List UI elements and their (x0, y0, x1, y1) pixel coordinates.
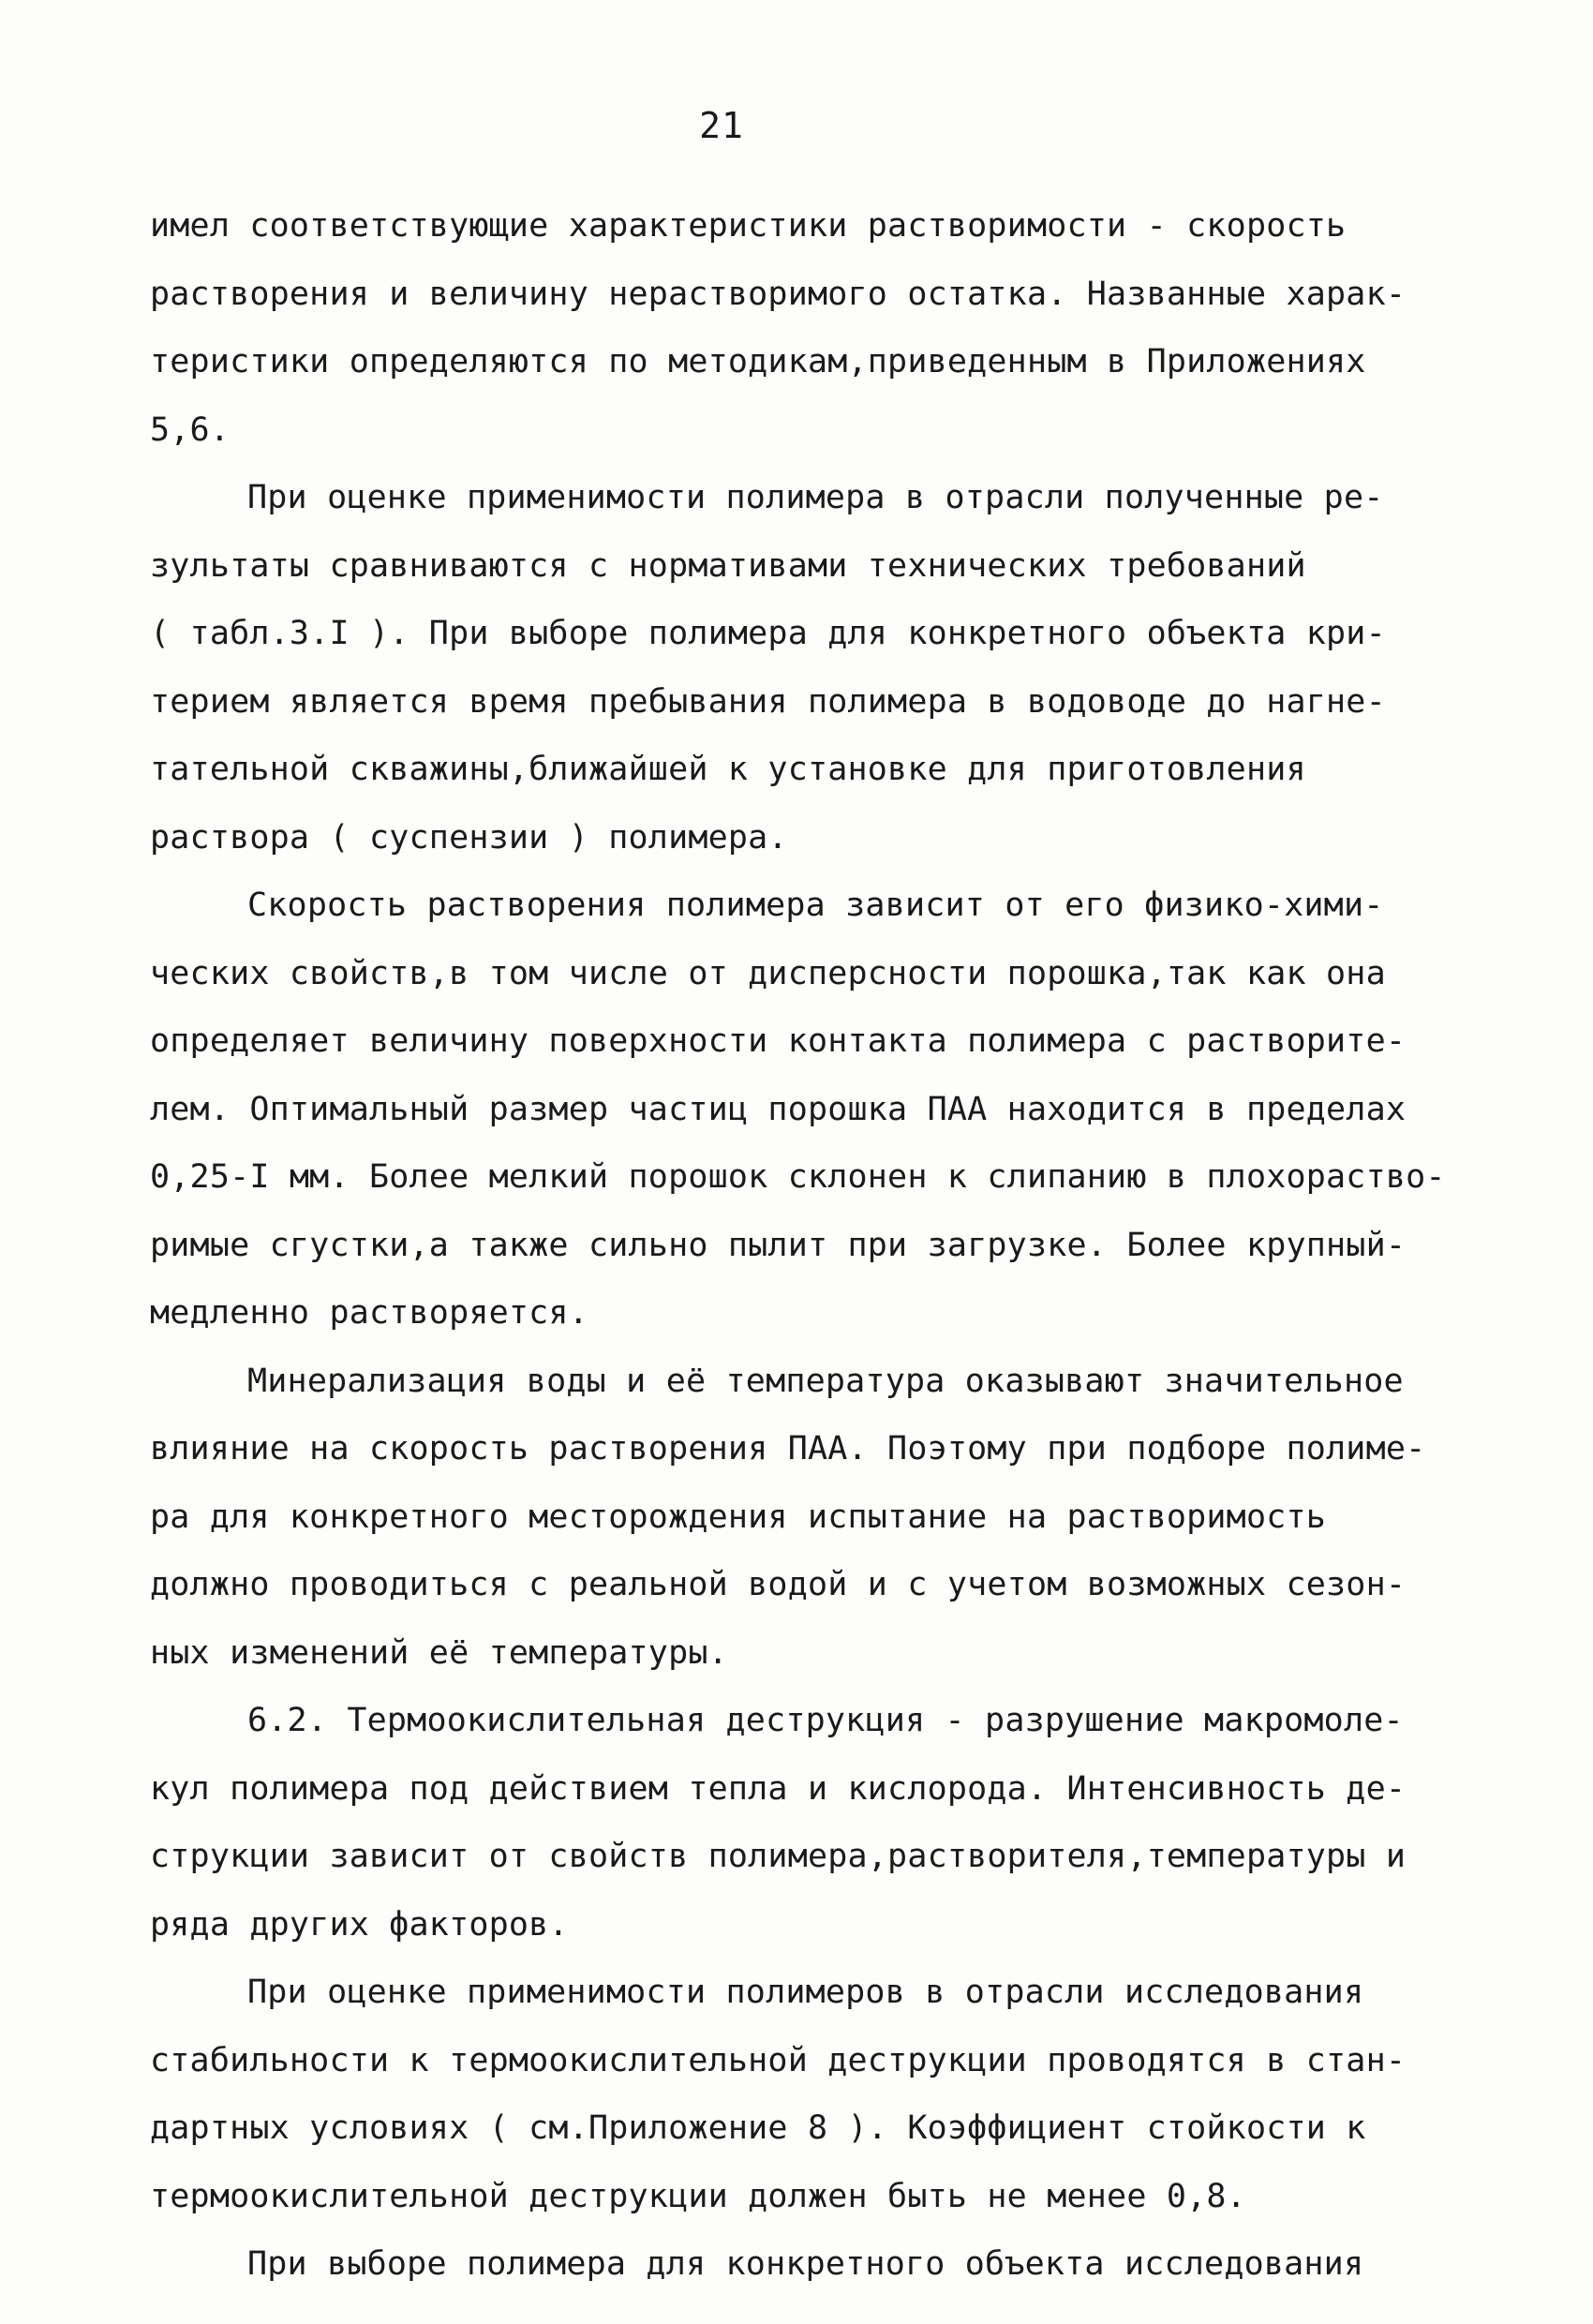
text-line: кул полимера под действием тепла и кислорода. Интенсивность де- (150, 1769, 1407, 1808)
paragraph-start-line: При оценке применимости полимера в отрасли полученные ре- (247, 479, 1384, 516)
text-line: римые сгустки,а также сильно пылит при загрузке. Более крупный- (150, 1226, 1407, 1264)
section-heading-line: 6.2. Термоокислительная деструкция - разрушение макромоле- (247, 1702, 1404, 1739)
text-line: ных изменений её температуры. (150, 1633, 728, 1672)
body-text (150, 192, 1481, 2299)
text-line: влияние на скорость растворения ПАА. Поэтому при подборе полиме- (150, 1430, 1426, 1467)
text-line: терием является время пребывания полимера в водоводе до нагне- (150, 682, 1386, 721)
text-line: растворения и величину нерастворимого остатка. Названные харак- (150, 275, 1407, 313)
text-line: ра для конкретного месторождения испытание на растворимость (150, 1497, 1327, 1536)
text-line: термоокислительной деструкции должен быть не менее 0,8. (150, 2177, 1246, 2215)
text-line: определяет величину поверхности контакта полимера с растворите- (150, 1022, 1407, 1060)
text-line: струкции зависит от свойств полимера,растворителя,температуры и (150, 1838, 1407, 1875)
paragraph-start-line: При выборе полимера для конкретного объекта исследования (247, 2245, 1364, 2283)
text-line: ( табл.3.I ). При выборе полимера для конкретного объекта кри- (150, 615, 1386, 652)
text-line: раствора ( суспензии ) полимера. (150, 818, 788, 857)
paragraph-start-line: При оценке применимости полимеров в отрасли исследования (247, 1974, 1364, 2011)
page-number: 21 (699, 105, 744, 146)
paragraph-start-line: Минерализация воды и её температура оказывают значительное (247, 1362, 1404, 1400)
text-line: ческих свойств,в том числе от дисперсности порошка,так как она (150, 954, 1386, 992)
text-line: имел соответствующие характеристики растворимости - скорость (150, 207, 1347, 245)
text-line: теристики определяются по методикам,приведенным в Приложениях (150, 343, 1366, 380)
text-line: лем. Оптимальный размер частиц порошка ПАА находится в пределах (150, 1090, 1407, 1128)
text-line: дартных условиях ( см.Приложение 8 ). Коэффициент стойкости к (150, 2109, 1366, 2147)
text-line: стабильности к термоокислительной деструкции проводятся в стан- (150, 2041, 1407, 2079)
text-line: 0,25-I мм. Более мелкий порошок склонен к слипанию в плохораство- (150, 1158, 1446, 1196)
text-line: 5,6. (150, 410, 231, 449)
text-line: ряда других факторов. (150, 1905, 569, 1944)
text-line: должно проводиться с реальной водой и с учетом возможных сезон- (150, 1566, 1407, 1603)
text-line: зультаты сравниваются с нормативами технических требований (150, 546, 1306, 585)
text-line: тательной скважины,ближайшей к установке для приготовления (150, 751, 1306, 788)
paragraph-start-line: Скорость растворения полимера зависит от его физико-хими- (247, 886, 1384, 924)
text-line: медленно растворяется. (150, 1294, 588, 1332)
